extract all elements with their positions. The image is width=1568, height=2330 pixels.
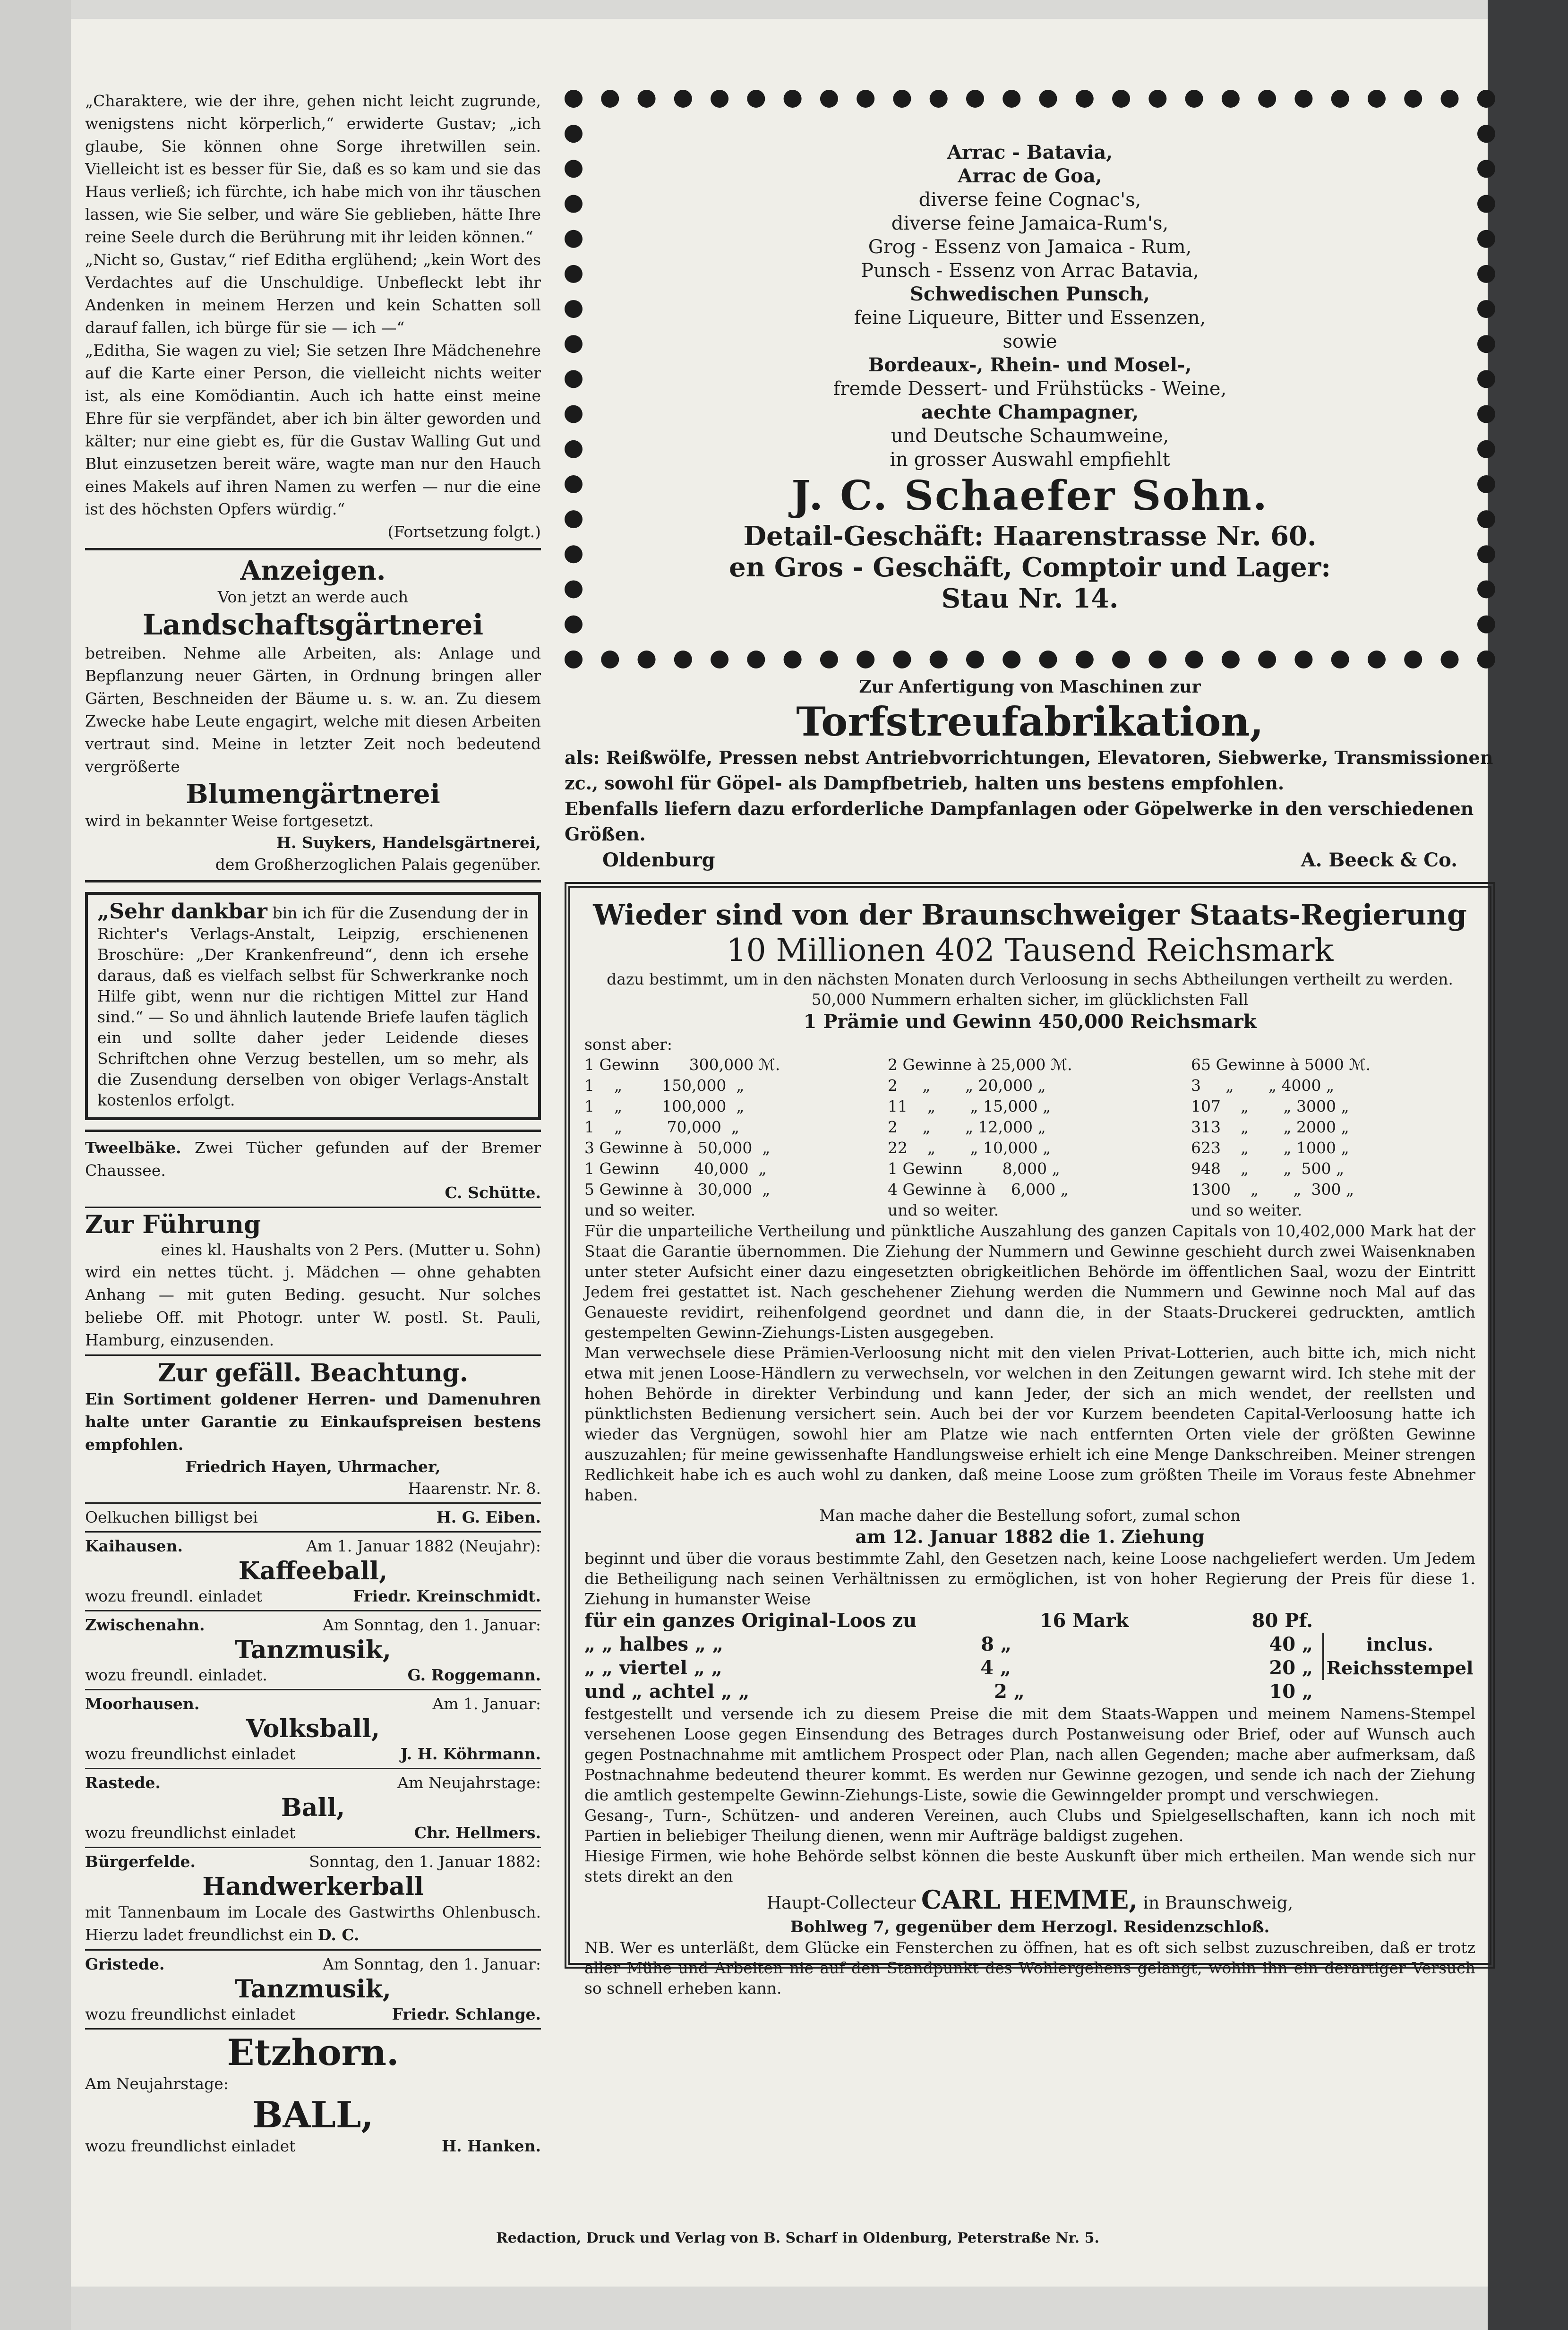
event-title: Volksball, [246,1714,380,1743]
lottery-title: Wieder sind von der Braunschweiger Staats-Regierung [593,899,1467,932]
story-paragraph: „Nicht so, Gustav,“ rief Editha erglühend; „kein Wort des Verdachtes auf die Unschuldige. Unbefleckt lebt ihr Andenken in meinem Herzen und kein Schatten soll darauf fallen, ich bürge für sie — ich —“ [85,250,541,337]
prize-cell: und so weiter. [1191,1201,1302,1219]
event-place: Bürgerfelde. [85,1852,196,1871]
lottery-prize: 1 Prämie und Gewinn 450,000 Reichsmark [803,1011,1257,1033]
ad-line: und Deutsche Schaumweine, [891,425,1169,447]
ad-line: Punsch - Essenz von Arrac Batavia, [861,260,1199,282]
prize-cell: 1 Gewinn 300,000 ℳ. [584,1055,780,1074]
event-invite: wozu freundlichst einladet [85,2137,296,2155]
tweel-text: Zwei Tücher gefunden auf der Bremer Chaussee. [85,1139,541,1180]
garden-address: dem Großherzoglichen Palais gegenüber. [215,855,541,874]
prize-cell: 1 „ 70,000 „ [584,1118,740,1136]
price-mark: 4 „ [980,1657,1011,1679]
event-host: Friedr. Schlange. [392,2005,541,2023]
lottery-para: Gesang-, Turn-, Schützen- und anderen Vereinen, auch Clubs und Spielgesellschaften, kann ich noch mit Partien in beliebiger Theilung dienen, wenn mir Aufträge baldigst zugehen. [584,1806,1475,1845]
garden-text: betreiben. Nehme alle Arbeiten, als: Anlage und Bepflanzung neuer Gärten, in Ordnung bringen aller Gärten, Beschneiden der Bäume u. s. w. an. Zu diesem Zwecke habe Leute engagirt, welche mit diesen Arbeiten vertraut sind. Meine in letzter Zeit noch bedeutend vergrößerte [85,644,541,776]
event-date: Am 1. Januar 1882 (Neujahr): [306,1537,541,1555]
etzhorn-title: Etzhorn. [227,2031,399,2073]
event-date: Am Neujahrstage: [397,1773,541,1792]
beeck-intro: Zur Anfertigung von Maschinen zur [859,677,1201,697]
event-date: Am Sonntag, den 1. Januar: [323,1955,541,1973]
beeck-place: Oldenburg [602,849,715,871]
ad-line: aechte Champagner, [921,401,1139,423]
garden-text-2: wird in bekannter Weise fortgesetzt. [85,812,374,830]
right-column [565,90,1495,1997]
event-host: H. Hanken. [441,2137,541,2155]
ad-line: sowie [1002,331,1057,352]
ad-line: Arrac de Goa, [958,165,1102,187]
ad-line: in grosser Auswahl empfiehlt [890,449,1170,471]
prize-table [584,1054,1475,1221]
oel-name: H. G. Eiben. [436,1508,541,1526]
event-date: Am 1. Januar: [432,1695,541,1713]
beeck-firm: A. Beeck & Co. [1301,849,1457,871]
lottery-date: am 12. Januar 1882 die 1. Ziehung [855,1526,1205,1547]
prize-cell: 623 „ „ 1000 „ [1191,1139,1349,1157]
lottery-para: Man mache daher die Bestellung sofort, zumal schon [819,1506,1241,1525]
fuehrung-side: eines kl. Haushalts von 2 Pers. (Mutter u. Sohn) [161,1241,541,1259]
event-title: Tanzmusik, [235,1636,391,1664]
price-mark: 16 Mark [1039,1610,1129,1632]
price-label: „ „ halbes „ „ [584,1633,723,1655]
ad-line: diverse feine Jamaica-Rum's, [891,213,1169,234]
event-title: Handwerkerball [202,1872,424,1901]
price-label: für ein ganzes Original-Loos zu [584,1610,917,1632]
prize-cell: und so weiter. [584,1201,696,1219]
price-mark: 2 „ [994,1680,1025,1703]
price-label: „ „ viertel „ „ [584,1657,722,1679]
lottery-nb: NB. Wer es unterläßt, dem Glücke ein Fensterchen zu öffnen, hat es oft sich selbst zuzuschreiben, daß er trotz aller Mühe und Arbeiten nie auf den Standpunkt des Wohlergehens gelangt, wohin ihn ein derartiger Versuch so schnell erheben kann. [584,1938,1475,1997]
lottery-ad [565,882,1495,1997]
lottery-sonst: sonst aber: [584,1035,672,1054]
prize-cell: 3 „ „ 4000 „ [1191,1076,1335,1095]
price-label: und „ achtel „ „ [584,1680,750,1703]
prize-cell: 2 Gewinne à 25,000 ℳ. [888,1055,1072,1074]
ad-line: Bordeaux-, Rhein- und Mosel-, [868,354,1192,376]
event-date: Am Sonntag, den 1. Januar: [323,1616,541,1634]
lottery-para: Für die unparteiliche Vertheilung und pünktliche Auszahlung des ganzen Capitals von 10,402,000 Mark hat der Staat die Garantie übernommen. Die Ziehung der Nummern und Gewinne geschieht durch zwei Waisenknaben unter steter Aufsicht einer dazu eingesetzten obrigkeitlichen Behörde im öffentlichen Saal, wozu der Eintritt Jedem frei gestattet ist. Nach geschehener Ziehung werden die Nummern und Gewinne noch Mal auf das Genaueste revidirt, reihenfolgend geordnet und dann die, in der Staats-Druckerei gedruckten, amtlich gestempelten Gewinn-Ziehungs-Listen ausgegeben. [584,1222,1475,1342]
prize-cell: 11 „ „ 15,000 „ [888,1097,1051,1115]
story-continued: (Fortsetzung folgt.) [387,523,541,541]
price-block [584,1609,1475,1704]
section-heading: Anzeigen. [240,555,386,586]
collector-address: Bohlweg 7, gegenüber dem Herzogl. Residenzschloß. [790,1918,1270,1936]
prize-cell: 22 „ „ 10,000 „ [888,1139,1051,1157]
imprint: Redaction, Druck und Verlag von B. Scharf in Oldenburg, Peterstraße Nr. 5. [496,2230,1099,2246]
oel-text: Oelkuchen billigst bei [85,1508,258,1526]
prize-cell: 2 „ „ 20,000 „ [888,1076,1046,1095]
schaefer-ad [565,90,1495,668]
prize-cell: 5 Gewinne à 30,000 „ [584,1180,771,1199]
lottery-title-2: 10 Millionen 402 Tausend Reichsmark [726,932,1334,968]
prize-cell: 948 „ „ 500 „ [1191,1159,1345,1178]
lottery-para: Hiesige Firmen, wie hohe Behörde selbst können die beste Auskunft über mich ertheilen. Man wende sich nur stets direkt an den [584,1847,1475,1885]
prize-cell: 313 „ „ 2000 „ [1191,1118,1349,1136]
left-column [85,90,541,2157]
event-invite: wozu freundl. einladet [85,1587,263,1605]
collector-city: in Braunschweig, [1143,1893,1294,1913]
tweel-name: C. Schütte. [445,1183,541,1202]
event-text: mit Tannenbaum im Locale des Gastwirths Ohlenbusch. Hierzu ladet freundlichst ein D. C. [85,1903,541,1944]
garden-sign: H. Suykers, Handelsgärtnerei, [276,833,541,852]
ad-line: Schwedischen Punsch, [910,283,1150,305]
prize-cell: 1 Gewinn 8,000 „ [888,1159,1060,1178]
event-place: Gristede. [85,1955,165,1973]
story-paragraph: „Charaktere, wie der ihre, gehen nicht leicht zugrunde, wenigstens nicht körperlich,“ erwiderte Gustav; „ich glaube, Sie können ohne Sorge ihretwillen sein. Vielleicht ist es besser für Sie, daß es so kam und sie das Haus verließ; ich fürchte, ich habe mich von ihr täuschen lassen, wie Sie selber, und wäre Sie geblieben, hätte Ihre reine Seele durch die Berührung mit ihr leiden können.“ [85,92,541,246]
beeck-text: als: Reißwölfe, Pressen nebst Antriebvorrichtungen, Elevatoren, Siebwerke, Transmissionen zc., sowohl für Göpel- als Dampfbetrieb, halten uns bestens empfohlen. [565,747,1493,794]
collector-label: Haupt-Collecteur [766,1893,916,1913]
prize-cell: 1 „ 150,000 „ [584,1076,745,1095]
prize-cell: 2 „ „ 12,000 „ [888,1118,1046,1136]
event-host: Friedr. Kreinschmidt. [353,1587,541,1605]
garden-title: Landschaftsgärtnerei [142,608,484,642]
event-invite: wozu freundl. einladet. [85,1666,267,1684]
prize-cell: 65 Gewinne à 5000 ℳ. [1191,1055,1371,1074]
price-pf: 10 „ [1269,1680,1313,1703]
event-invite: wozu freundlichst einladet [85,2005,296,2023]
event-title: Ball, [281,1793,345,1822]
story-paragraph: „Editha, Sie wagen zu viel; Sie setzen Ihre Mädchenehre auf die Karte einer Person, die vielleicht nichts weiter ist, als eine Komödiantin. Auch ich hatte einst meine Ehre für sie verpfändet, aber ich bin älter geworden und kälter; nur eine giebt es, für die Gustav Walling Gut und Blut einzusetzen bereit wäre, wagte man nur den Hauch eines Makels auf ihren Namen zu werfen — nur die eine ist des höchsten Opfers würdig.“ [85,341,541,518]
event-host: G. Roggemann. [407,1666,541,1684]
schaefer-detail: Detail-Geschäft: Haarenstrasse Nr. 60. [743,521,1317,552]
price-pf: 80 Pf. [1251,1610,1313,1632]
lottery-para: beginnt und über die voraus bestimmte Zahl, den Gesetzen nach, keine Loose nachgeliefert werden. Um Jedem die Betheiligung nach seinen Verhältnissen zu ermöglichen, ist von hoher Regierung der Preis für diese 1. Ziehung in humanster Weise [584,1549,1475,1608]
beachtung-address: Haarenstr. Nr. 8. [408,1479,541,1498]
beachtung-title: Zur gefäll. Beachtung. [158,1359,468,1388]
beachtung-text: Ein Sortiment goldener Herren- und Damenuhren halte unter Garantie zu Einkaufspreisen bestens empfohlen. [85,1390,541,1454]
ad-line: diverse feine Cognac's, [918,189,1141,211]
lottery-intro: dazu bestimmt, um in den nächsten Monaten durch Verloosung in sechs Abtheilungen vertheilt zu werden. 50,000 Nummern erhalten sicher, im glücklichsten Fall [607,970,1453,1009]
prize-cell: 1300 „ „ 300 „ [1191,1180,1354,1199]
dank-text: bin ich für die Zusendung der in Richter's Verlags-Anstalt, Leipzig, erschienenen Broschüre: „Der Krankenfreund“, denn ich ersehe daraus, daß es vielfach selbst für Schwerkranke noch Hilfe gibt, wenn nur die richtigen Mittel zur Hand sind.“ — So und ähnlich lautende Briefe laufen täglich ein und sollte daher jeder Leidende dieses Schriftchen ohne Verzug bestellen, um so mehr, als die Zusendung derselben von obiger Verlags-Anstalt kostenlos erfolgt. [97,904,529,1109]
lottery-para: Man verwechsele diese Prämien-Verloosung nicht mit den vielen Privat-Lotterien, auch bitte ich, mich nicht etwa mit jenen Loose-Händlern zu verwechseln, vor welchen in den Zeitungen gewarnt wird. Ich stehe mit der hohen Behörde in direkter Verbindung und kann Jeder, der sich an mich wendet, der reellsten und pünktlichsten Bedienung versichert sein. Auch bei der vor Kurzem beendeten Capital-Verloosung hatte ich wieder das Vergnügen, sowohl hier am Platze wie nach entfernten Orten viele der größten Gewinne auszuzahlen; für meine gewissenhafte Handlungsweise erhielt ich eine Menge Dankschreiben. Meiner strengen Redlichkeit habe ich es auch wohl zu danken, daß meine Loose zum größten Theile im Voraus feste Abnehmer haben. [584,1344,1475,1504]
schaefer-firm: J. C. Schaefer Sohn. [791,472,1268,520]
event-date: Sonntag, den 1. Januar 1882: [309,1852,541,1871]
ad-line: feine Liqueure, Bitter und Essenzen, [854,307,1206,329]
event-host: J. H. Köhrmann. [400,1745,541,1763]
event-title: Tanzmusik, [235,1975,391,2004]
collector-name: CARL HEMME, [921,1885,1138,1915]
garden-intro: Von jetzt an werde auch [217,588,409,606]
fuehrung-title: Zur Führung [85,1210,261,1239]
prize-cell: 107 „ „ 3000 „ [1191,1097,1349,1115]
etzhorn-ball: BALL, [252,2094,374,2136]
price-stamp-note: inclus. Reichsstempel [1322,1633,1475,1680]
tweel-place: Tweelbäke. [85,1139,181,1157]
fuehrung-text: wird ein nettes tücht. j. Mädchen — ohne gehabten Anhang — mit guten Beding. gesucht. Nur solches beliebe Off. mit Photogr. unter W. postl. St. Pauli, Hamburg, einzusenden. [85,1263,541,1349]
prize-cell: 1 Gewinn 40,000 „ [584,1159,767,1178]
schaefer-gros: en Gros - Geschäft, Comptoir und Lager: [729,552,1331,583]
event-invite: wozu freundlichst einladet [85,1745,296,1763]
event-host: Chr. Hellmers. [414,1824,541,1842]
event-title: Kaffeeball, [238,1557,388,1585]
prize-cell: und so weiter. [888,1201,999,1219]
event-invite: wozu freundlichst einladet [85,1824,296,1842]
beeck-title: Torfstreufabrikation, [796,698,1264,745]
event-place: Zwischenahn. [85,1616,205,1634]
dank-ad [85,892,541,1120]
prize-cell: 4 Gewinne à 6,000 „ [888,1180,1069,1199]
event-place: Rastede. [85,1773,161,1792]
ad-line: fremde Dessert- und Frühstücks - Weine, [833,378,1227,400]
garden-title-2: Blumengärtnerei [186,779,440,810]
price-mark: 8 „ [981,1633,1012,1655]
beeck-text-2: Ebenfalls liefern dazu erforderliche Dampfanlagen oder Göpelwerke in den verschiedenen Größen. [565,798,1474,845]
event-place: Kaihausen. [85,1537,183,1555]
etzhorn-date: Am Neujahrstage: [85,2074,229,2093]
ad-line: Grog - Essenz von Jamaica - Rum, [868,236,1192,258]
prize-cell: 3 Gewinne à 50,000 „ [584,1139,771,1157]
scan-edge [1488,0,1568,2330]
dank-label: „Sehr dankbar [97,899,267,924]
ad-line: Arrac - Batavia, [947,141,1113,163]
schaefer-stau: Stau Nr. 14. [941,583,1119,614]
beachtung-name: Friedrich Hayen, Uhrmacher, [185,1457,441,1476]
event-place: Moorhausen. [85,1695,200,1713]
price-pf: 40 „ [1269,1633,1313,1655]
scan-margin [0,0,71,2330]
prize-cell: 1 „ 100,000 „ [584,1097,745,1115]
price-pf: 20 „ [1269,1657,1313,1679]
lottery-para: festgestellt und versende ich zu diesem Preise die mit dem Staats-Wappen und meinem Namens-Stempel versehenen Loose gegen Einsendung des Betrages durch Postanweisung oder Brief, oder auf Wunsch auch gegen Postnachnahme mit amtlichem Prospect oder Plan, nach allen Gegenden; mache aber aufmerksam, daß Postnachnahme bedeutend theurer kommt. Es werden nur Gewinne gezogen, und sende ich nach der Ziehung die amtlich gestempelte Gewinn-Ziehungs-Liste, sowie die Gewinngelder prompt und verschwiegen. [584,1705,1475,1804]
